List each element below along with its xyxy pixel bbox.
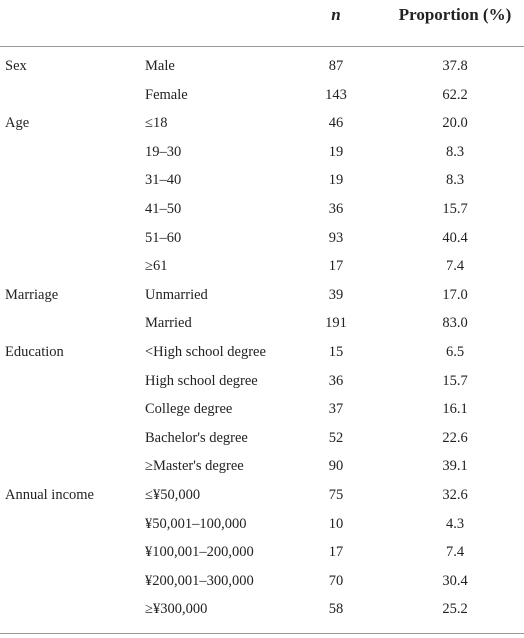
row-subcategory: ¥100,001–200,000	[145, 544, 254, 561]
table-row	[0, 109, 524, 138]
row-subcategory: ≥61	[145, 258, 168, 275]
row-n: 191	[325, 315, 347, 332]
row-subcategory: ¥50,001–100,000	[145, 515, 247, 532]
table-body	[0, 47, 524, 624]
table-row	[0, 510, 524, 539]
row-n: 17	[328, 544, 344, 561]
row-proportion: 17.0	[442, 286, 468, 303]
table-row	[0, 195, 524, 224]
table-row	[0, 481, 524, 510]
row-n: 17	[328, 258, 344, 275]
row-n: 39	[328, 286, 344, 303]
table-row	[0, 309, 524, 338]
table-row	[0, 281, 524, 310]
table-row	[0, 224, 524, 253]
header-proportion: Proportion (%)	[398, 5, 512, 24]
row-proportion: 39.1	[442, 458, 468, 475]
row-proportion: 15.7	[442, 372, 468, 389]
row-category: Sex	[5, 58, 27, 74]
row-proportion: 32.6	[442, 486, 468, 503]
row-category: Annual income	[5, 486, 94, 503]
row-proportion: 4.3	[445, 515, 465, 532]
row-proportion: 6.5	[445, 343, 465, 360]
row-subcategory: 41–50	[145, 200, 182, 217]
row-n: 87	[328, 58, 344, 74]
row-n: 46	[328, 115, 344, 132]
row-proportion: 16.1	[442, 401, 468, 418]
row-proportion: 8.3	[445, 143, 465, 160]
row-n: 93	[328, 229, 344, 246]
table-row	[0, 367, 524, 396]
row-subcategory: Male	[145, 58, 175, 74]
row-subcategory: ≥¥300,000	[145, 601, 208, 618]
row-proportion: 25.2	[442, 601, 468, 618]
table-header	[0, 0, 524, 47]
row-subcategory: ≥Master's degree	[145, 458, 244, 475]
row-proportion: 20.0	[442, 115, 468, 132]
row-n: 75	[328, 486, 344, 503]
row-n: 36	[328, 372, 344, 389]
row-subcategory: 51–60	[145, 229, 182, 246]
table-row	[0, 166, 524, 195]
row-n: 90	[328, 458, 344, 475]
table-row	[0, 338, 524, 367]
row-n: 10	[328, 515, 344, 532]
row-proportion: 83.0	[442, 315, 468, 332]
bottom-rule	[0, 633, 524, 634]
row-proportion: 40.4	[442, 229, 468, 246]
row-subcategory: High school degree	[145, 372, 258, 389]
row-subcategory: Unmarried	[145, 286, 208, 303]
header-n: n	[331, 5, 341, 24]
row-n: 70	[328, 572, 344, 589]
row-subcategory: 19–30	[145, 143, 182, 160]
row-n: 19	[328, 172, 344, 189]
row-subcategory: Bachelor's degree	[145, 429, 248, 446]
row-proportion: 15.7	[442, 200, 468, 217]
table-row	[0, 538, 524, 567]
row-category: Marriage	[5, 286, 59, 303]
row-subcategory: ≤¥50,000	[145, 486, 201, 503]
row-proportion: 62.2	[442, 86, 468, 103]
row-proportion: 7.4	[445, 544, 465, 561]
row-subcategory: 31–40	[145, 172, 182, 189]
row-n: 19	[328, 143, 344, 160]
row-proportion: 37.8	[442, 58, 468, 74]
table-row	[0, 567, 524, 596]
row-subcategory: Female	[145, 86, 188, 103]
table-row	[0, 452, 524, 481]
table-row	[0, 252, 524, 281]
table-row	[0, 52, 524, 81]
table-row	[0, 81, 524, 110]
row-proportion: 22.6	[442, 429, 468, 446]
row-proportion: 7.4	[445, 258, 465, 275]
row-subcategory: ¥200,001–300,000	[145, 572, 254, 589]
row-n: 58	[328, 601, 344, 618]
row-n: 52	[328, 429, 344, 446]
row-subcategory: College degree	[145, 401, 233, 418]
row-subcategory: <High school degree	[145, 343, 266, 360]
row-n: 15	[328, 343, 344, 360]
table-row	[0, 595, 524, 624]
row-subcategory: Married	[145, 315, 192, 332]
row-n: 36	[328, 200, 344, 217]
row-proportion: 8.3	[445, 172, 465, 189]
row-category: Age	[5, 115, 30, 132]
table-row	[0, 138, 524, 167]
row-subcategory: ≤18	[145, 115, 168, 132]
row-proportion: 30.4	[442, 572, 468, 589]
table-row	[0, 424, 524, 453]
row-n: 143	[325, 86, 347, 103]
row-category: Education	[5, 343, 64, 360]
table-row	[0, 395, 524, 424]
row-n: 37	[328, 401, 344, 418]
